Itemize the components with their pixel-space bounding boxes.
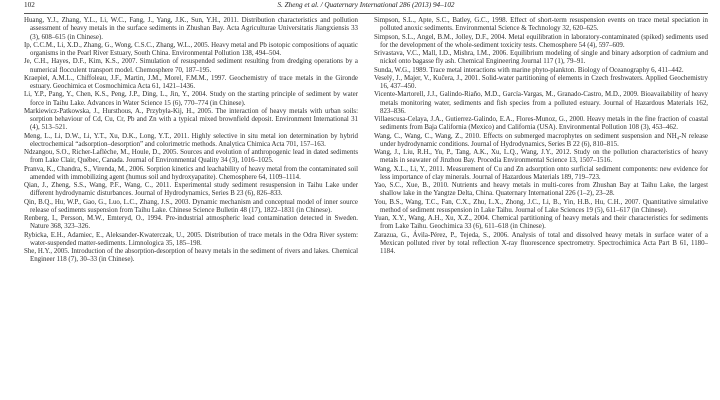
references-right-column bbox=[374, 17, 708, 397]
reference-entry: Wang, X.L., Li, Y., 2011. Measurement of Cu and Zn adsorption onto surficial sediment components: new evidence for less importance of clay minerals. Journal of Hazardous Materials 189, 719–723. bbox=[374, 165, 708, 181]
journal-citation: S. Zheng et al. / Quaternary International 286 (2013) 94–102 bbox=[277, 1, 455, 9]
reference-entry: Vicente-Martorell, J.J., Galindo-Riaño, M.D., García-Vargas, M., Granado-Castro, M.D., 2009. Bioavailability of heavy metals monitoring water, sediments and fish species from a polluted estuary. Journal of Hazardous Materials 162, 823–836. bbox=[374, 91, 708, 115]
reference-entry: Qin, B.Q., Hu, W.P., Gao, G., Luo, L.C., Zhang, J.S., 2003. Dynamic mechanism and conceptual model of inner source release of sediments suspension from Taihu Lake. Chinese Science Bulletin 48 (17), 1822–1831 (in Chinese). bbox=[24, 198, 358, 214]
reference-entry: Pranva, K., Chandra, S., Virenda, M., 2006. Sorption kinetics and leachability of heavy metal from the contaminated soil amended with immobilizing agent (humus soil and hydroxyapatite). Chemosphere 64, 1109–1114. bbox=[24, 165, 358, 181]
reference-entry: Sunda, W.G., 1989. Trace metal interactions with marine phyto-plankton. Biology of Oceanography 6, 411–442. bbox=[374, 66, 684, 74]
reference-entry: You, B.S., Wang, T.C., Fan, C.X., Zhu, L.X., Zhong, J.C., Li, B., Yin, H.B., Hu, C.H., 2007. Quantitative simulative method of sediment resuspension in Lake Taihu. Journal of Lake Sciences 19 (5), 611–617 (in Chinese). bbox=[374, 198, 708, 214]
reference-entry: Je, C.H., Hayes, D.F., Kim, K.S., 2007. Simulation of resuspended sediment resulting from dredging operations by a numerical flocculent transport model. Chemosphere 70, 187–195. bbox=[24, 58, 358, 74]
reference-entry: Li, Y.P., Pang, Y., Chen, K.S., Peng, J.P., Ding, L., Jin, Y., 2004. Study on the starting principle of sediment by water force in Taihu Lake. Advances in Water Science 15 (6), 770–774 (in Chinese). bbox=[24, 91, 358, 107]
reference-entry: Ndzangou, S.O., Richer-Laflèche, M., Houle, D., 2005. Sources and evolution of anthropogenic lead in dated sediments from Lake Clair, Québec, Canada. Journal of Environmental Quality 34 (3), 1016–1025. bbox=[24, 149, 358, 165]
reference-entry: Zarazua, G., Ávila-Pérez, P., Tejeda, S., 2006. Analysis of total and dissolved heavy metals in surface water of a Mexican polluted river by total reflection X-ray fluorescence spectrometry. Spectrochimica Acta Part B 61, 1180–1184. bbox=[374, 231, 708, 255]
reference-entry: Wang, C., Wang, C., Wang, Z., 2010. Effects on submerged macrophytes on sediment suspension and NH₄-N release under hydrodynamic conditions. Journal of Hydrodynamics, Series B 22 (6), 810–815. bbox=[374, 132, 708, 148]
header-rule bbox=[24, 13, 708, 14]
references-left-column bbox=[24, 17, 358, 397]
reference-entry: Yuan, X.Y., Wang, A.H., Xu, X.Z., 2004. Chemical partitioning of heavy metals and their characteristics for sediments from Lake Taihu. Geochimica 33 (6), 611–618 (in Chinese). bbox=[374, 215, 708, 231]
reference-entry: Srivastava, V.C., Mall, I.D., Mishra, I.M., 2006. Equilibrium modeling of single and binary adsorption of cadmium and nickel onto bagasse fly ash. Chemical Engineering Journal 117 (1), 79–91. bbox=[374, 50, 708, 66]
reference-entry: Renberg, I., Persson, M.W., Emteryd, O., 1994. Pre-industrial atmospheric lead contamination detected in Sweden. Nature 368, 323–326. bbox=[24, 215, 358, 231]
reference-entry: Meng, L., Li, D.W., Li, Y.T., Xu, D.K., Long, Y.T., 2011. Highly selective in situ metal ion determination by hybrid electrochemical “adsorption–desorption” and colorimetric methods. Analytica Chimica Acta 701, 157–163. bbox=[24, 132, 358, 148]
running-header bbox=[24, 1, 708, 13]
page-number: 102 bbox=[24, 1, 35, 9]
reference-entry: Ip, C.C.M., Li, X.D., Zhang, G., Wong, C.S.C., Zhang, W.L., 2005. Heavy metal and Pb isotopic compositions of aquatic organisms in the Pearl River Estuary, South China. Environmental Pollution 138, 494–504. bbox=[24, 41, 358, 57]
reference-entry: She, H.Y., 2005. Introduction of the absorption-desorption of heavy metals in the sediment of rivers and lakes. Chemical Engineer 118 (7), 30–33 (in Chinese). bbox=[24, 248, 358, 264]
reference-entry: Villaescusa-Celaya, J.A., Gutierrez-Galindo, E.A., Flores-Munoz, G., 2000. Heavy metals in the fine fraction of coastal sediments from Baja California (Mexico) and California (USA). Environmental Pollution 108 (3), 453–462. bbox=[374, 116, 708, 132]
reference-entry: Kraepiel, A.M.L., Chiffoleau, J.F., Martin, J.M., Morel, F.M.M., 1997. Geochemistry of trace metals in the Gironde estuary. Geochimica et Cosmochimica Acta 61, 1421–1436. bbox=[24, 74, 358, 90]
reference-entry: Qian, J., Zheng, S.S., Wang, P.F., Wang, C., 2011. Experimental study sediment resuspension in Taihu Lake under different hydrodynamic disturbances. Journal of Hydrodynamics, Series B 23 (6), 826–833. bbox=[24, 182, 358, 198]
reference-entry: Markiewicz-Patkowska, J., Hursthous, A., Przybyła-Kij, H., 2005. The interaction of heavy metals with urban soils: sorption behaviour of Cd, Cu, Cr, Pb and Zn with a typical mixed brownfield deposit. Environment International 31 (4), 513–521. bbox=[24, 107, 358, 132]
reference-entry: Simpson, S.L., Angel, B.M., Jolley, D.F., 2004. Metal equilibration in laboratory-contaminated (spiked) sediments used for the development of the whole-sediment toxicity tests. Chemosphere 54 (4), 597–609. bbox=[374, 33, 708, 49]
reference-entry: Huang, Y.J., Zhang, Y.L., Li, W.C., Fang, J., Yang, J.K., Sun, Y.H., 2011. Distribution characteristics and pollution assessment of heavy metals in the surface sediments in Zhushan Bay. Acta Agriculturae Universitatis Jiangxiensis 33 (3), 608–615 (in Chinese). bbox=[24, 17, 358, 41]
reference-entry: Simpson, S.L., Apte, S.C., Batley, G.C., 1998. Effect of short-term resuspension events on trace metal speciation in polluted anoxic sediments. Environmental Science & Technology 32, 620–625. bbox=[374, 17, 708, 33]
reference-entry: Rybicka, E.H., Adamiec, E., Aleksander-Kwaterczak, U., 2005. Distribution of trace metals in the Odra River system: water-suspended matter-sediments. Limnologica 35, 185–198. bbox=[24, 231, 358, 247]
reference-entry: Veselý, J., Majer, V., Kučera, J., 2001. Solid-water partitioning of elements in Czech freshwaters. Applied Geochemistry 16, 437–450. bbox=[374, 74, 708, 90]
reference-entry: Wang, J., Liu, R.H., Yu, P., Tang, A.K., Xu, L.Q., Wang, J.Y., 2012. Study on the pollution characteristics of heavy metals in seawater of Jinzhou Bay. Procedia Environmental Science 13, 1507–1516. bbox=[374, 149, 708, 165]
reference-entry: Yao, S.C., Xue, B., 2010. Nutrients and heavy metals in multi-cores from Zhushan Bay at Taihu Lake, the largest shallow lake in the Yangtze Delta, China. Quaternary International 226 (1–2), 23–28. bbox=[374, 182, 708, 198]
